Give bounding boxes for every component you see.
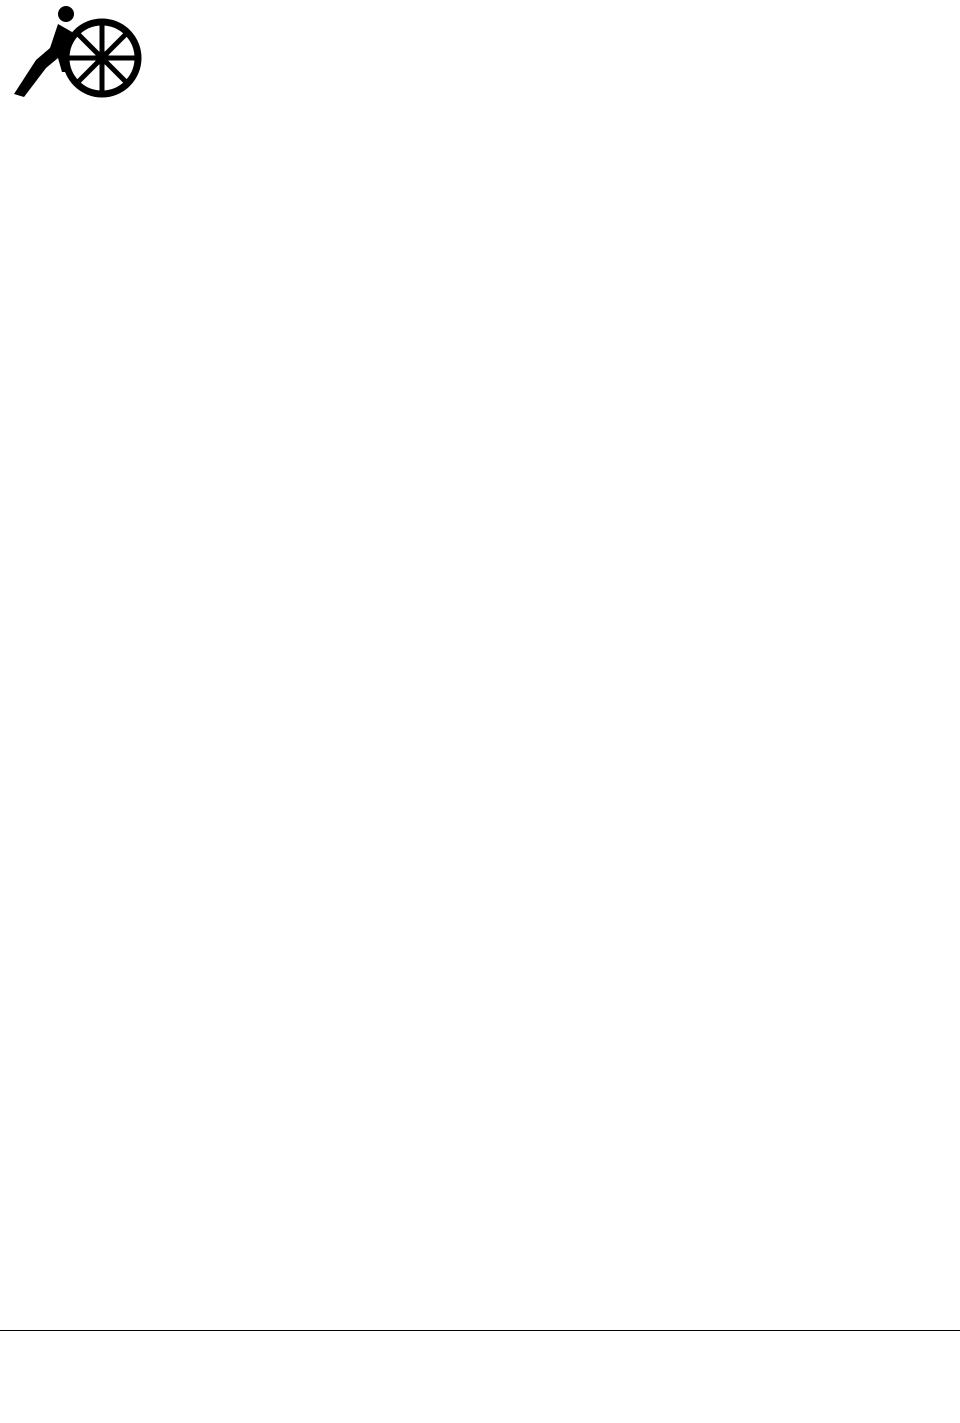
handitek-logo: [6, 2, 146, 132]
footer-divider: [0, 1330, 960, 1331]
wheelchair-wheel-logo-icon: [6, 2, 146, 102]
